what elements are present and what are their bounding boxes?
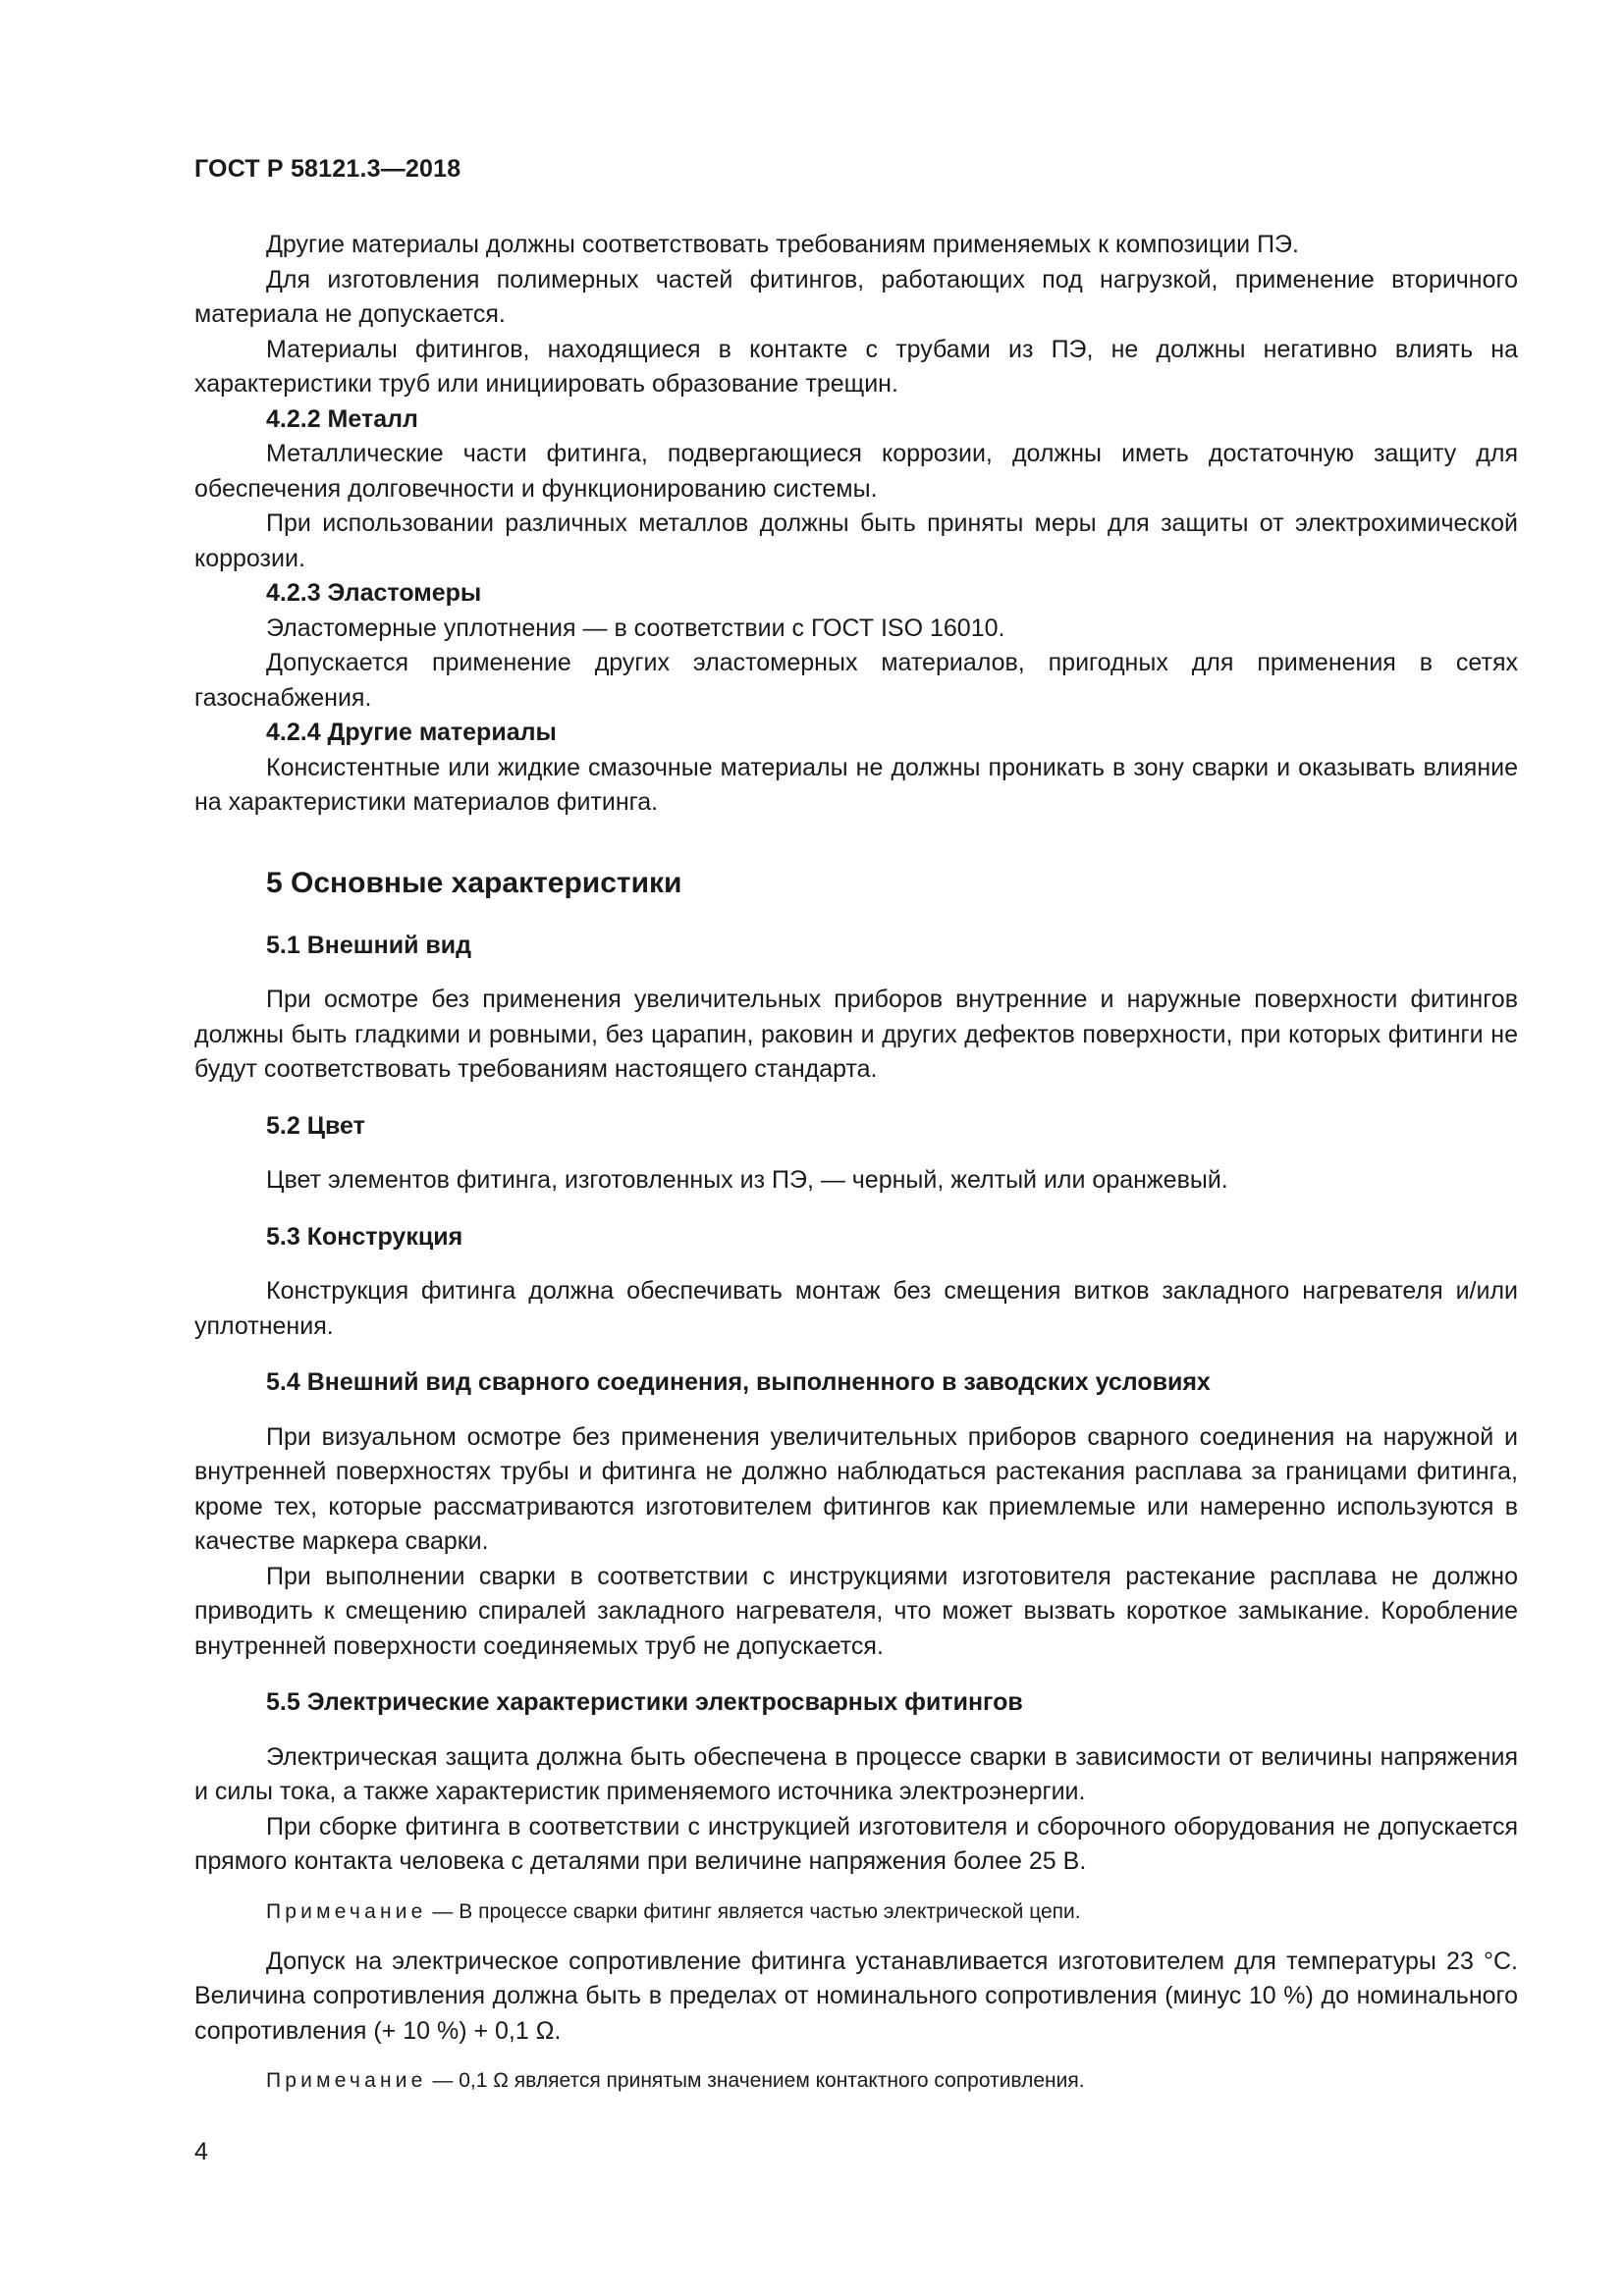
subsection-heading-5-1: 5.1 Внешний вид	[266, 931, 471, 959]
paragraph: Другие материалы должны соответствовать требованиям применяемых к композиции ПЭ.	[266, 231, 1299, 258]
page-number: 4	[194, 2138, 208, 2165]
subsection-heading-5-2: 5.2 Цвет	[266, 1111, 365, 1140]
page-body	[194, 228, 1518, 2113]
subsection-heading-4-2-4: 4.2.4 Другие материалы	[266, 719, 557, 746]
paragraph: При сборке фитинга в соответствии с инструкцией изготовителя и сборочного оборудования не допускается прямого контакта человека с деталями при величине напряжения более 25 В.	[194, 1812, 1518, 1875]
paragraph: При осмотре без применения увеличительных приборов внутренние и наружные поверхности фитингов должны быть гладкими и ровными, без царапин, раковин и других дефектов поверхности, при которых фитинги не будут соответствовать требованиям настоящего стандарта.	[194, 986, 1518, 1083]
subsection-heading-5-4: 5.4 Внешний вид сварного соединения, выполненного в заводских условиях	[266, 1368, 1211, 1396]
paragraph: Электрическая защита должна быть обеспечена в процессе сварки в зависимости от величины напряжения и силы тока, а также характеристик применяемого источника электроэнергии.	[194, 1742, 1518, 1805]
paragraph: Консистентные или жидкие смазочные материалы не должны проникать в зону сварки и оказывать влияние на характеристики материалов фитинга.	[194, 753, 1518, 816]
paragraph: Допускается применение других эластомерных материалов, пригодных для применения в сетях газоснабжения.	[194, 649, 1518, 712]
note	[194, 2066, 1518, 2096]
document-header-id: ГОСТ Р 58121.3—2018	[194, 155, 461, 183]
paragraph: Цвет элементов фитинга, изготовленных из ПЭ, — черный, желтый или оранжевый.	[266, 1166, 1228, 1194]
paragraph: Допуск на электрическое сопротивление фитинга устанавливается изготовителем для температуры 23 °С. Величина сопротивления должна быть в пределах от номинального сопротивления (минус 10 %) до номинального сопротивления (+ 10 %) + 0,1 Ω.	[194, 1947, 1518, 2045]
section-heading-5: 5 Основные характеристики	[266, 866, 682, 899]
subsection-heading-4-2-3: 4.2.3 Эластомеры	[266, 579, 482, 607]
paragraph: При использовании различных металлов должны быть приняты меры для защиты от электрохимической коррозии.	[194, 509, 1518, 572]
note	[194, 1897, 1518, 1927]
paragraph: При визуальном осмотре без применения увеличительных приборов сварного соединения на наружной и внутренней поверхностях трубы и фитинга не должно наблюдаться растекания расплава за границами фитинга, кроме тех, которые рассматриваются изготовителем фитингов как приемлемые или намеренно используются в качестве маркера сварки.	[194, 1422, 1518, 1555]
paragraph: Материалы фитингов, находящиеся в контакте с трубами из ПЭ, не должны негативно влиять на характеристики труб или инициировать образование трещин.	[194, 335, 1518, 398]
note-label: Примечание	[266, 1899, 427, 1923]
subsection-heading-5-3: 5.3 Конструкция	[266, 1222, 463, 1251]
paragraph: Конструкция фитинга должна обеспечивать монтаж без смещения витков закладного нагревателя и/или уплотнения.	[194, 1277, 1518, 1340]
note-text: — 0,1 Ω является принятым значением контактного сопротивления.	[426, 2069, 1085, 2092]
subsection-heading-4-2-2: 4.2.2 Металл	[266, 404, 418, 433]
paragraph: При выполнении сварки в соответствии с инструкциями изготовителя растекание расплава не должно приводить к смещению спиралей закладного нагревателя, что может вызвать короткое замыкание. Коробление внутренней поверхности соединяемых труб не допускается.	[194, 1562, 1518, 1660]
paragraph: Металлические части фитинга, подвергающиеся коррозии, должны иметь достаточную защиту для обеспечения долговечности и функционированию системы.	[194, 440, 1518, 503]
note-text: — В процессе сварки фитинг является частью электрической цепи.	[426, 1899, 1081, 1923]
paragraph: Эластомерные уплотнения — в соответствии с ГОСТ ISO 16010.	[266, 614, 1005, 642]
subsection-heading-5-5: 5.5 Электрические характеристики электросварных фитингов	[266, 1688, 1023, 1716]
note-label: Примечание	[266, 2069, 427, 2092]
paragraph: Для изготовления полимерных частей фитингов, работающих под нагрузкой, применение вторичного материала не допускается.	[194, 265, 1518, 328]
